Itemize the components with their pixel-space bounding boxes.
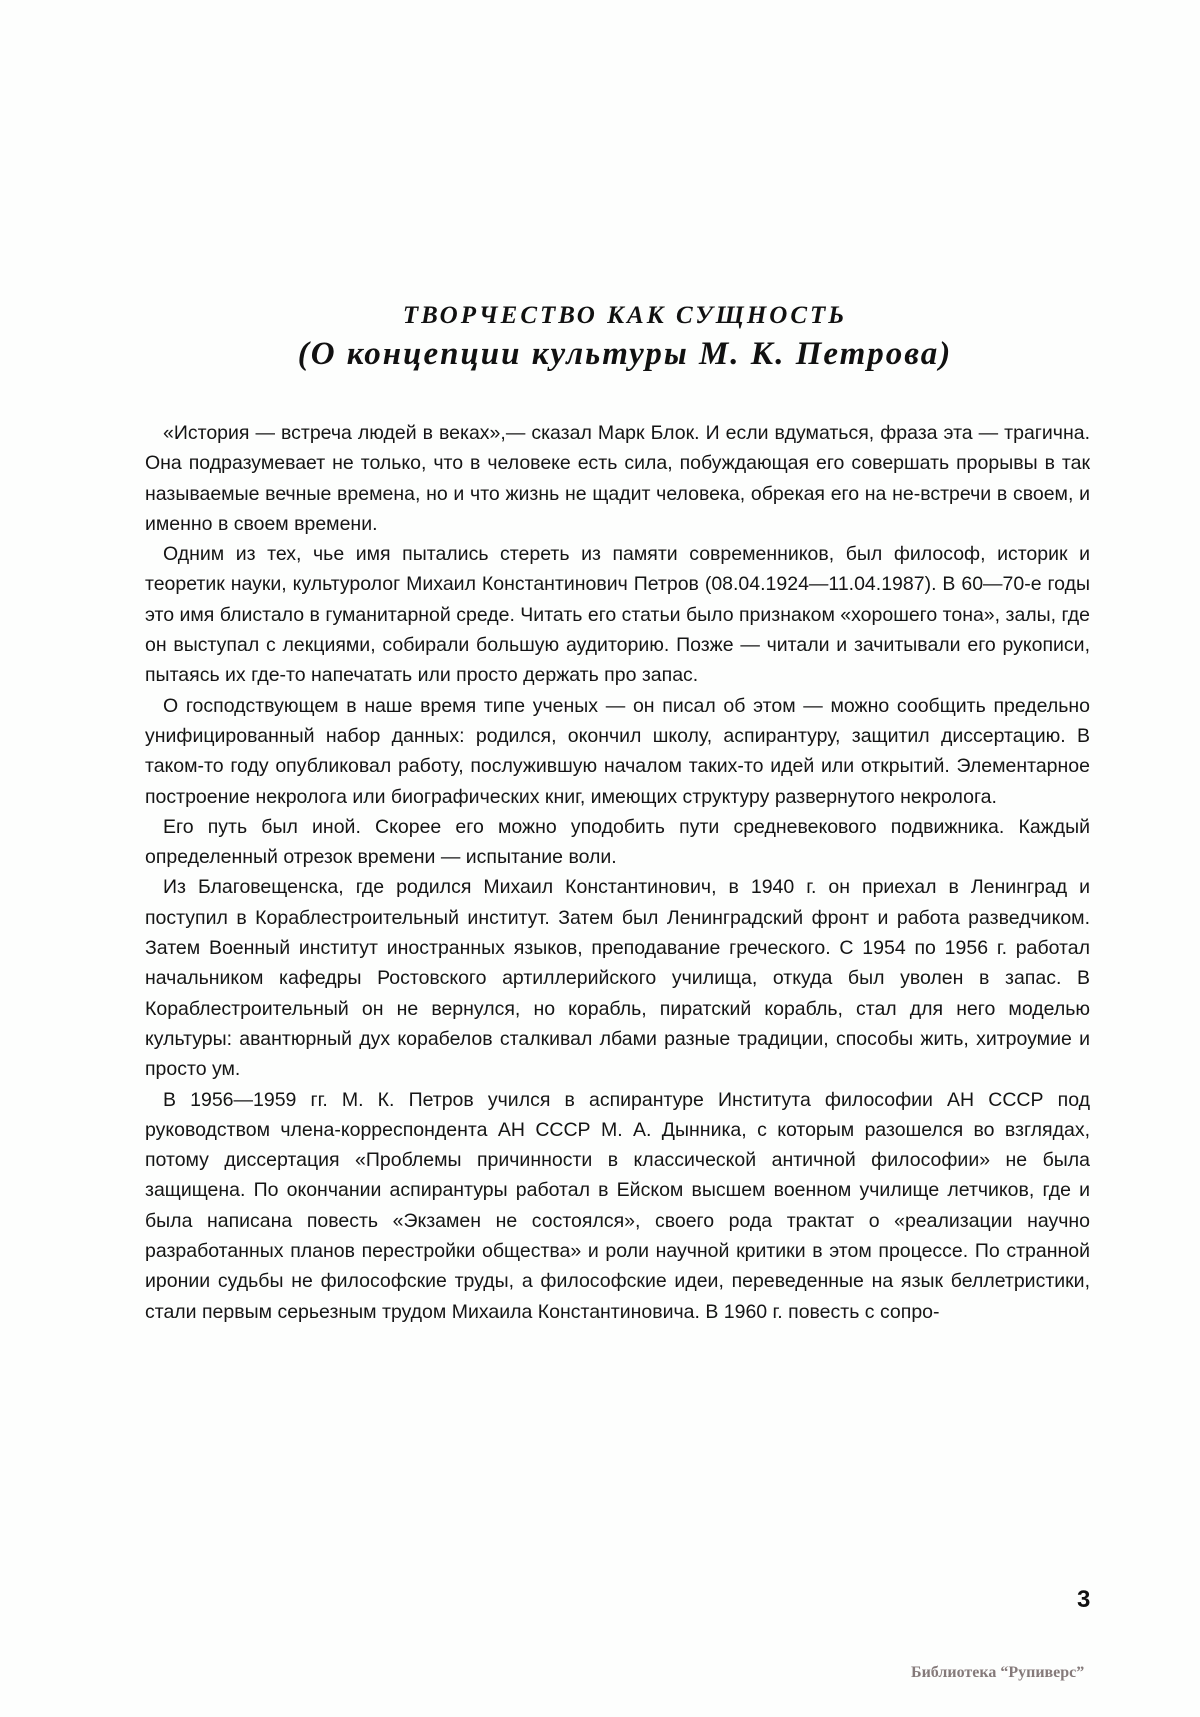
paragraph: Одним из тех, чье имя пытались стереть из памяти современников, был философ, историк и теоретик науки, культуролог Михаил Константинович Петров (08.04.1924—11.04.1987). В 60—70-е годы это имя блистало в гуманитарной среде. Читать его статьи было признаком «хорошего тона», залы, где он выступал с лекциями, собирали большую аудиторию. Позже — читали и зачитывали его рукописи, пытаясь их где-то напечатать или просто держать про запас. <box>145 543 1090 687</box>
library-watermark: Библиотека “Рупиверс” <box>911 1664 1085 1681</box>
paragraph: «История — встреча людей в веках»,— сказал Марк Блок. И если вдуматься, фраза эта — трагична. Она подразумевает не только, что в человеке есть сила, побуждающая его совершать прорывы в так называемые вечные времена, но и что жизнь не щадит человека, обрекая его на не-встречи в своем, и именно в своем времени. <box>145 422 1090 535</box>
paragraph: Из Благовещенска, где родился Михаил Константинович, в 1940 г. он приехал в Ленинград и поступил в Кораблестроительный институт. Затем был Ленинградский фронт и работа разведчиком. Затем Военный институт иностранных языков, преподавание греческого. С 1954 по 1956 г. работал начальником кафедры Ростовского артиллерийского училища, откуда был уволен в запас. В Кораблестроительный он не вернулся, но корабль, пиратский корабль, стал для него моделью культуры: авантюрный дух корабелов сталкивал лбами разные традиции, способы жить, хитроумие и просто ум. <box>145 876 1090 1081</box>
paragraph: В 1956—1959 гг. М. К. Петров учился в аспирантуре Института философии АН СССР под руководством члена-корреспондента АН СССР М. А. Дынника, с которым разошелся во взглядах, потому диссертация «Проблемы причинности в классической античной философии» не была защищена. По окончании аспирантуры работал в Ейском высшем военном училище летчиков, где и была написана повесть «Экзамен не состоялся», своего рода трактат о «реализации научно разработанных планов перестройки общества» и роли научной критики в этом процессе. По странной иронии судьбы не философские труды, а философские идеи, переведенные на язык беллетристики, стали первым серьезным трудом Михаила Константиновича. В 1960 г. повесть с сопро- <box>145 1088 1090 1323</box>
article-subtitle: (О концепции культуры М. К. Петрова) <box>297 336 953 372</box>
page-number: 3 <box>1077 1586 1091 1613</box>
article-body <box>145 418 1090 1327</box>
paragraph: О господствующем в наше время типе ученых — он писал об этом — можно сообщить предельно унифицированный набор данных: родился, окончил школу, аспирантуру, защитил диссертацию. В таком-то году опубликовал работу, послужившую началом таких-то идей или открытий. Элементарное построение некролога или биографических книг, имеющих структуру развернутого некролога. <box>145 694 1090 808</box>
paragraph: Его путь был иной. Скорее его можно уподобить пути средневекового подвижника. Каждый определенный отрезок времени — испытание воли. <box>145 815 1090 869</box>
article-heading <box>0 298 1200 374</box>
article-title: ТВОРЧЕСТВО КАК СУЩНОСТЬ <box>402 302 848 329</box>
